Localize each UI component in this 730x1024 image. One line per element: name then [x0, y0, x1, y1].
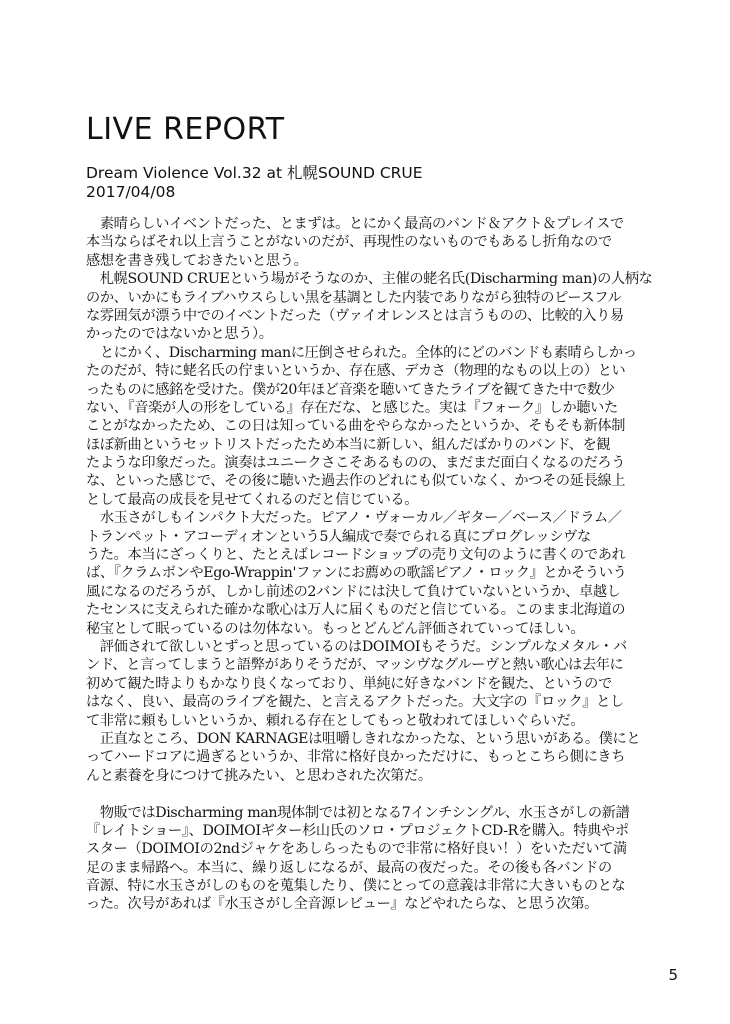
article-line: 足のまま帰路へ。本当に、繰り返しになるが、最高の夜だった。その後も各バンドの — [86, 859, 612, 876]
article-line: 風になるのだろうが、しかし前述の2バンドには決して負けていないというか、卓越し — [86, 583, 621, 600]
article-line: ンド、と言ってしまうと語弊がありそうだが、マッシヴなグルーヴと熱い歌心は去年に — [86, 657, 624, 674]
article-line: ば、『クラムボンやEgo-Wrappin'ファンにお薦めの歌謡ピアノ・ロック』とかそういう — [86, 565, 627, 582]
article-line: ない、『音楽が人の形をしている』存在だな、と感じた。実は『フォーク』しか聴いた — [86, 399, 618, 416]
article-line: 『レイトショー』、DOIMOIギター杉山氏のソロ・プロジェクトCD-Rを購入。特典やポ — [86, 822, 629, 839]
article-line: んと素養を身につけて挑みたい、と思わされた次第だ。 — [86, 767, 432, 784]
article-line: ってハードコアに過ぎるというか、非常に格好良かっただけに、もっとこちら側にきち — [86, 749, 626, 766]
article-line: 秘宝として眠っているのは勿体ない。もっとどんどん評価されていってほしい。 — [86, 620, 585, 637]
article-line: 評価されて欲しいとずっと思っているのはDOIMOIもそうだ。シンプルなメタル・バ — [86, 638, 627, 655]
article-body — [86, 215, 684, 914]
article-line: たのだが、特に蛯名氏の佇まいというか、存在感、デカさ（物理的なもの以上の）とい — [86, 363, 626, 380]
article-line: スター（DOIMOIの2ndジャケをあしらったもので非常に格好良い！）をいただいて満 — [86, 841, 627, 858]
article-line: ほぼ新曲というセットリストだったため本当に新しい、組んだばかりのバンド、を観 — [86, 436, 611, 453]
article-line: うた。本当にざっくりと、たとえばレコードショップの売り文句のように書くのであれ — [86, 547, 626, 564]
article-line: 物販ではDischarming man現体制では初となる7インチシングル、水玉さがしの新譜 — [86, 804, 630, 821]
article-line: 正直なところ、DON KARNAGEは咀嚼しきれなかったな、という思いがある。僕にと — [86, 730, 641, 747]
article-line: 音源、特に水玉さがしのものを蒐集したり、僕にとっての意義は非常に大きいものとな — [86, 878, 626, 895]
article-line: ったものに感銘を受けた。僕が20年ほど音楽を聴いてきたライブを観てきた中で数少 — [86, 381, 615, 398]
article-line: として最高の成長を見せてくれるのだと信じている。 — [86, 491, 419, 508]
event-date: 2017/04/08 — [86, 183, 176, 201]
article-line: な雰囲気が漂う中でのイベントだった（ヴァイオレンスとは言うものの、比較的入り易 — [86, 307, 624, 324]
article-line: 本当ならばそれ以上言うことがないのだが、再現性のないものでもあるし折角なので — [86, 234, 612, 251]
article-line: 水玉さがしもインパクト大だった。ピアノ・ヴォーカル／ギター／ベース／ドラム／ — [86, 510, 622, 527]
article-line: 初めて観た時よりもかなり良くなっており、単純に好きなバンドを観た、というので — [86, 675, 612, 692]
article-line: て非常に頼もしいというか、頼れる存在としてもっと敬われてほしいぐらいだ。 — [86, 712, 585, 729]
article-line: のか、いかにもライブハウスらしい黒を基調とした内装でありながら独特のピースフル — [86, 289, 622, 306]
blank-line — [86, 785, 684, 803]
article-line: はなく、良い、最高のライブを観た、と言えるアクトだった。大文字の『ロック』とし — [86, 694, 624, 711]
article-line: ことがなかったため、この日は知っている曲をやらなかったというか、そもそも新体制 — [86, 418, 626, 435]
page-title: LIVE REPORT — [86, 112, 285, 147]
article-line: たセンスに支えられた確かな歌心は万人に届くものだと信じている。このまま北海道の — [86, 602, 626, 619]
article-line: トランペット・アコーディオンという5人編成で奏でられる真にプログレッシヴな — [86, 528, 591, 545]
article-line: った。次号があれば『水玉さがし全音源レビュー』などやれたらな、と思う次第。 — [86, 896, 598, 913]
article-line: かったのではないかと思う）。 — [86, 326, 273, 343]
article-line: 札幌SOUND CRUEという場がそうなのか、主催の蛯名氏(Discharming man)の人柄な — [86, 271, 653, 288]
page-number: 5 — [668, 966, 678, 984]
article-line: 感想を書き残しておきたいと思う。 — [86, 252, 308, 269]
article-line: たような印象だった。演奏はユニークさこそあるものの、まだまだ面白くなるのだろう — [86, 455, 626, 472]
article-line: 素晴らしいイベントだった、とまずは。とにかく最高のバンド＆アクト＆プレイスで — [86, 216, 624, 232]
event-name: Dream Violence Vol.32 at 札幌SOUND CRUE — [86, 164, 423, 182]
article-line: とにかく、Discharming manに圧倒させられた。全体的にどのバンドも素晴らしかっ — [86, 344, 637, 361]
article-line: な、といった感じで、その後に聴いた過去作のどれにも似ていなく、かつその延長線上 — [86, 473, 626, 490]
